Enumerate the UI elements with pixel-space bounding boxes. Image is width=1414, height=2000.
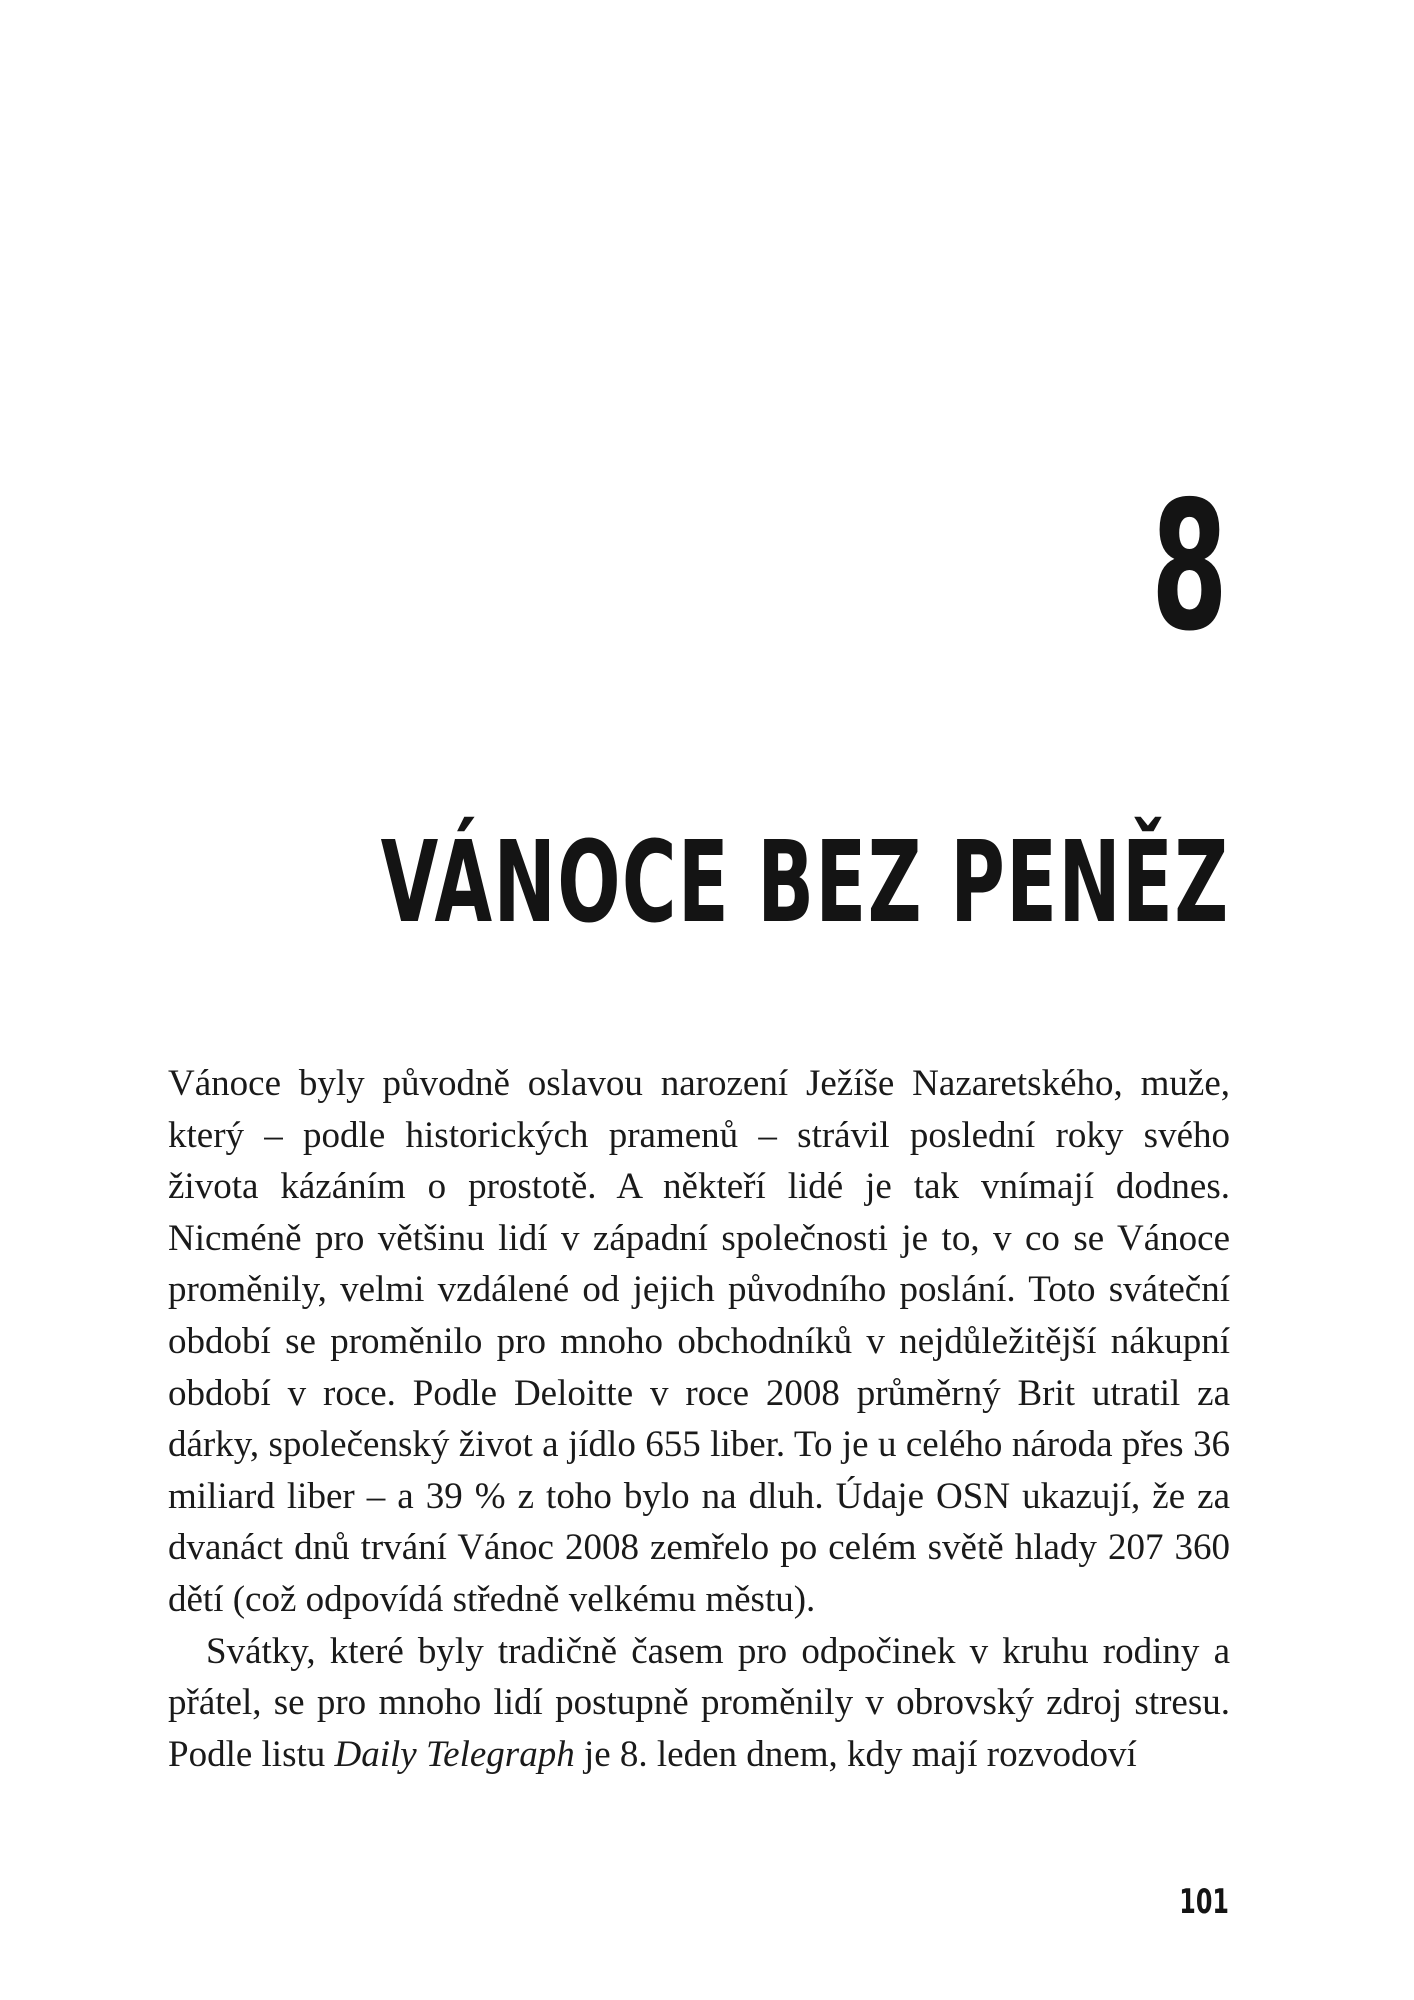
body-text bbox=[168, 1058, 1230, 1780]
newspaper-title: Daily Telegraph bbox=[334, 1733, 575, 1775]
paragraph-1: Vánoce byly původně oslavou narození Ježíše Nazaretského, muže, který – podle historických pramenů – strávil poslední roky svého života kázáním o prostotě. A někteří lidé je tak vnímají dodnes. Nicméně pro většinu lidí v západní společnosti je to, v co se Vánoce proměnily, velmi vzdálené od jejich původního poslání. Toto sváteční období se proměnilo pro mnoho obchodníků v nejdůležitější nákupní období v roce. Podle Deloitte v roce 2008 průměrný Brit utratil za dárky, společenský život a jídlo 655 liber. To je u celého národa přes 36 miliard liber – a 39 % z toho bylo na dluh. Údaje OSN ukazují, že za dvanáct dnů trvání Vánoc 2008 zemřelo po celém světě hlady 207 360 dětí (což odpovídá středně velkému městu). bbox=[168, 1063, 1230, 1620]
paragraph-2 bbox=[168, 1626, 1230, 1781]
chapter-title: VÁNOCE BEZ PENĚZ bbox=[381, 818, 1230, 949]
paragraph-2-end: je 8. leden dnem, kdy mají rozvodoví bbox=[574, 1733, 1137, 1775]
chapter-number: 8 bbox=[1151, 463, 1228, 670]
page-number: 101 bbox=[1179, 1882, 1229, 1922]
paragraph-2-start: Svátky, které byly tradičně časem pro odpočinek v kruhu rodiny a přátel, se pro mnoho lidí postupně proměnily v obrovský zdroj stresu. Podle listu bbox=[168, 1630, 1230, 1775]
